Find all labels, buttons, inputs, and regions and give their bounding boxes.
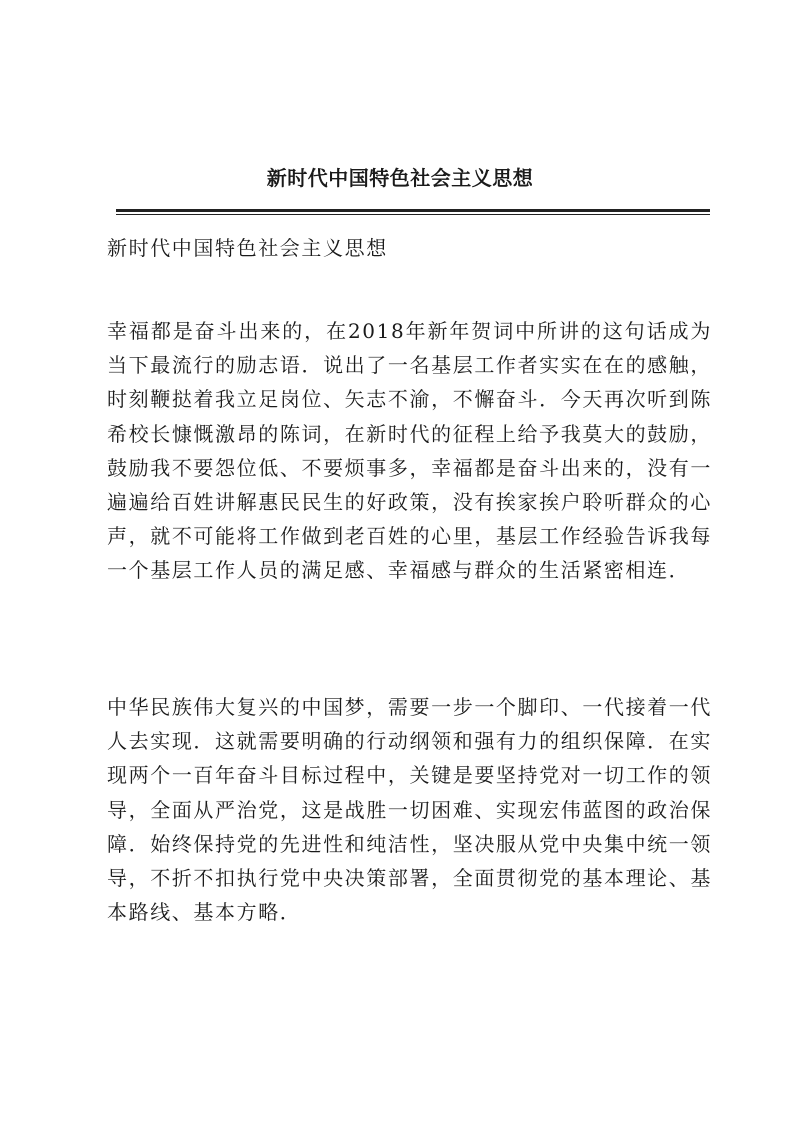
document-subtitle: 新时代中国特色社会主义思想: [107, 236, 388, 260]
paragraph-2: 中华民族伟大复兴的中国梦，需要一步一个脚印、一代接着一代人去实现．这就需要明确的行动纲领和强有力的组织保障．在实现两个一百年奋斗目标过程中，关键是要坚持党对一切工作的领导，全面从严治党，这是战胜一切困难、实现宏伟蓝图的政治保障．始终保持党的先进性和纯洁性，坚决服从党中央集中统一领导，不折不扣执行党中央决策部署，全面贯彻党的基本理论、基本路线、基本方略．: [107, 695, 712, 925]
paragraph-1: 幸福都是奋斗出来的，在2018年新年贺词中所讲的这句话成为当下最流行的励志语．说出了一名基层工作者实实在在的感触，时刻鞭挞着我立足岗位、矢志不渝，不懈奋斗．今天再次听到陈希校长慷慨激昂的陈词，在新时代的征程上给予我莫大的鼓励，鼓励我不要怨位低、不要烦事多，幸福都是奋斗出来的，没有一遍遍给百姓讲解惠民民生的好政策，没有挨家挨户聆听群众的心声，就不可能将工作做到老百姓的心里，基层工作经验告诉我每一个基层工作人员的满足感、幸福感与群众的生活紧密相连．: [107, 319, 712, 583]
document-title: 新时代中国特色社会主义思想: [266, 166, 534, 190]
title-rule-thin: [116, 214, 710, 215]
title-rule-thick: [116, 209, 710, 212]
